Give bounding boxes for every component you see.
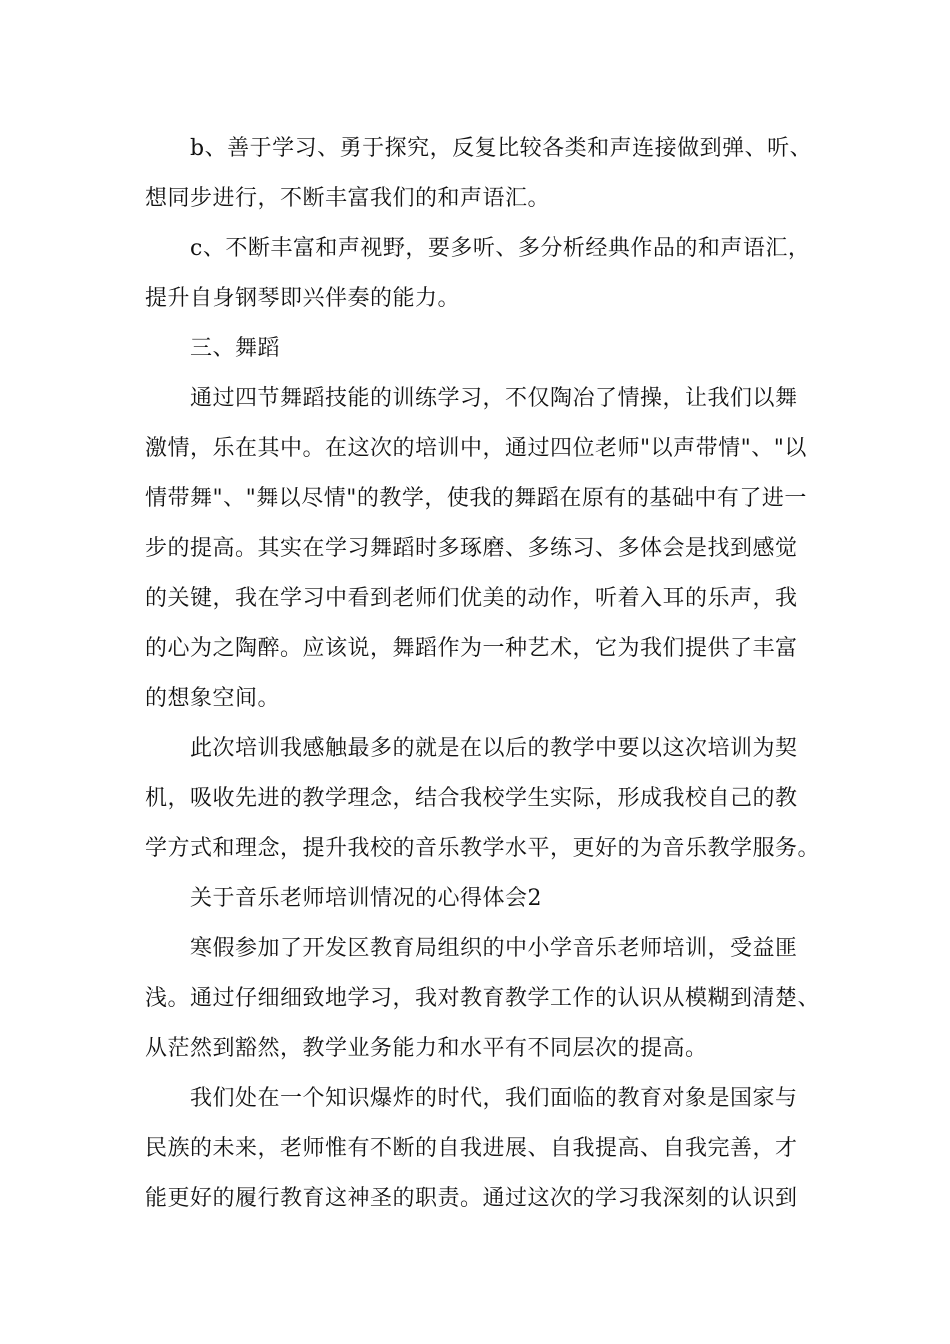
text-line: 寒假参加了开发区教育局组织的中小学音乐老师培训，受益匪	[190, 936, 798, 961]
text-line: 学方式和理念，提升我校的音乐教学水平，更好的为音乐教学服务。	[145, 836, 821, 861]
text-line: 通过四节舞蹈技能的训练学习，不仅陶冶了情操，让我们以舞	[190, 386, 798, 411]
text-line: 浅。通过仔细细致地学习，我对教育教学工作的认识从模糊到清楚、	[145, 986, 821, 1011]
text-line: 能更好的履行教育这神圣的职责。通过这次的学习我深刻的认识到	[145, 1186, 798, 1211]
text-line: 步的提高。其实在学习舞蹈时多琢磨、多练习、多体会是找到感觉	[145, 536, 798, 561]
text-line: 的关键，我在学习中看到老师们优美的动作，听着入耳的乐声，我	[145, 586, 798, 611]
text-line: 激情，乐在其中。在这次的培训中，通过四位老师"以声带情"、"以	[145, 436, 807, 461]
text-line: 想同步进行，不断丰富我们的和声语汇。	[145, 186, 551, 211]
text-line: 我们处在一个知识爆炸的时代，我们面临的教育对象是国家与	[190, 1086, 798, 1111]
text-line: 情带舞"、"舞以尽情"的教学，使我的舞蹈在原有的基础中有了进一	[145, 486, 807, 511]
text-line: 民族的未来，老师惟有不断的自我进展、自我提高、自我完善，才	[145, 1136, 798, 1161]
text-line: 的想象空间。	[145, 686, 281, 711]
text-line: 提升自身钢琴即兴伴奏的能力。	[145, 286, 461, 311]
text-line: c、不断丰富和声视野，要多听、多分析经典作品的和声语汇，	[190, 236, 811, 261]
text-line: 此次培训我感触最多的就是在以后的教学中要以这次培训为契	[190, 736, 798, 761]
text-line: 从茫然到豁然，教学业务能力和水平有不同层次的提高。	[145, 1036, 708, 1061]
text-line: 机，吸收先进的教学理念，结合我校学生实际，形成我校自己的教	[145, 786, 798, 811]
text-line: 的心为之陶醉。应该说，舞蹈作为一种艺术，它为我们提供了丰富	[145, 636, 798, 661]
article-title: 关于音乐老师培训情况的心得体会2	[190, 886, 542, 911]
text-line: b、善于学习、勇于探究，反复比较各类和声连接做到弹、听、	[190, 136, 813, 161]
section-heading: 三、舞蹈	[190, 336, 281, 361]
